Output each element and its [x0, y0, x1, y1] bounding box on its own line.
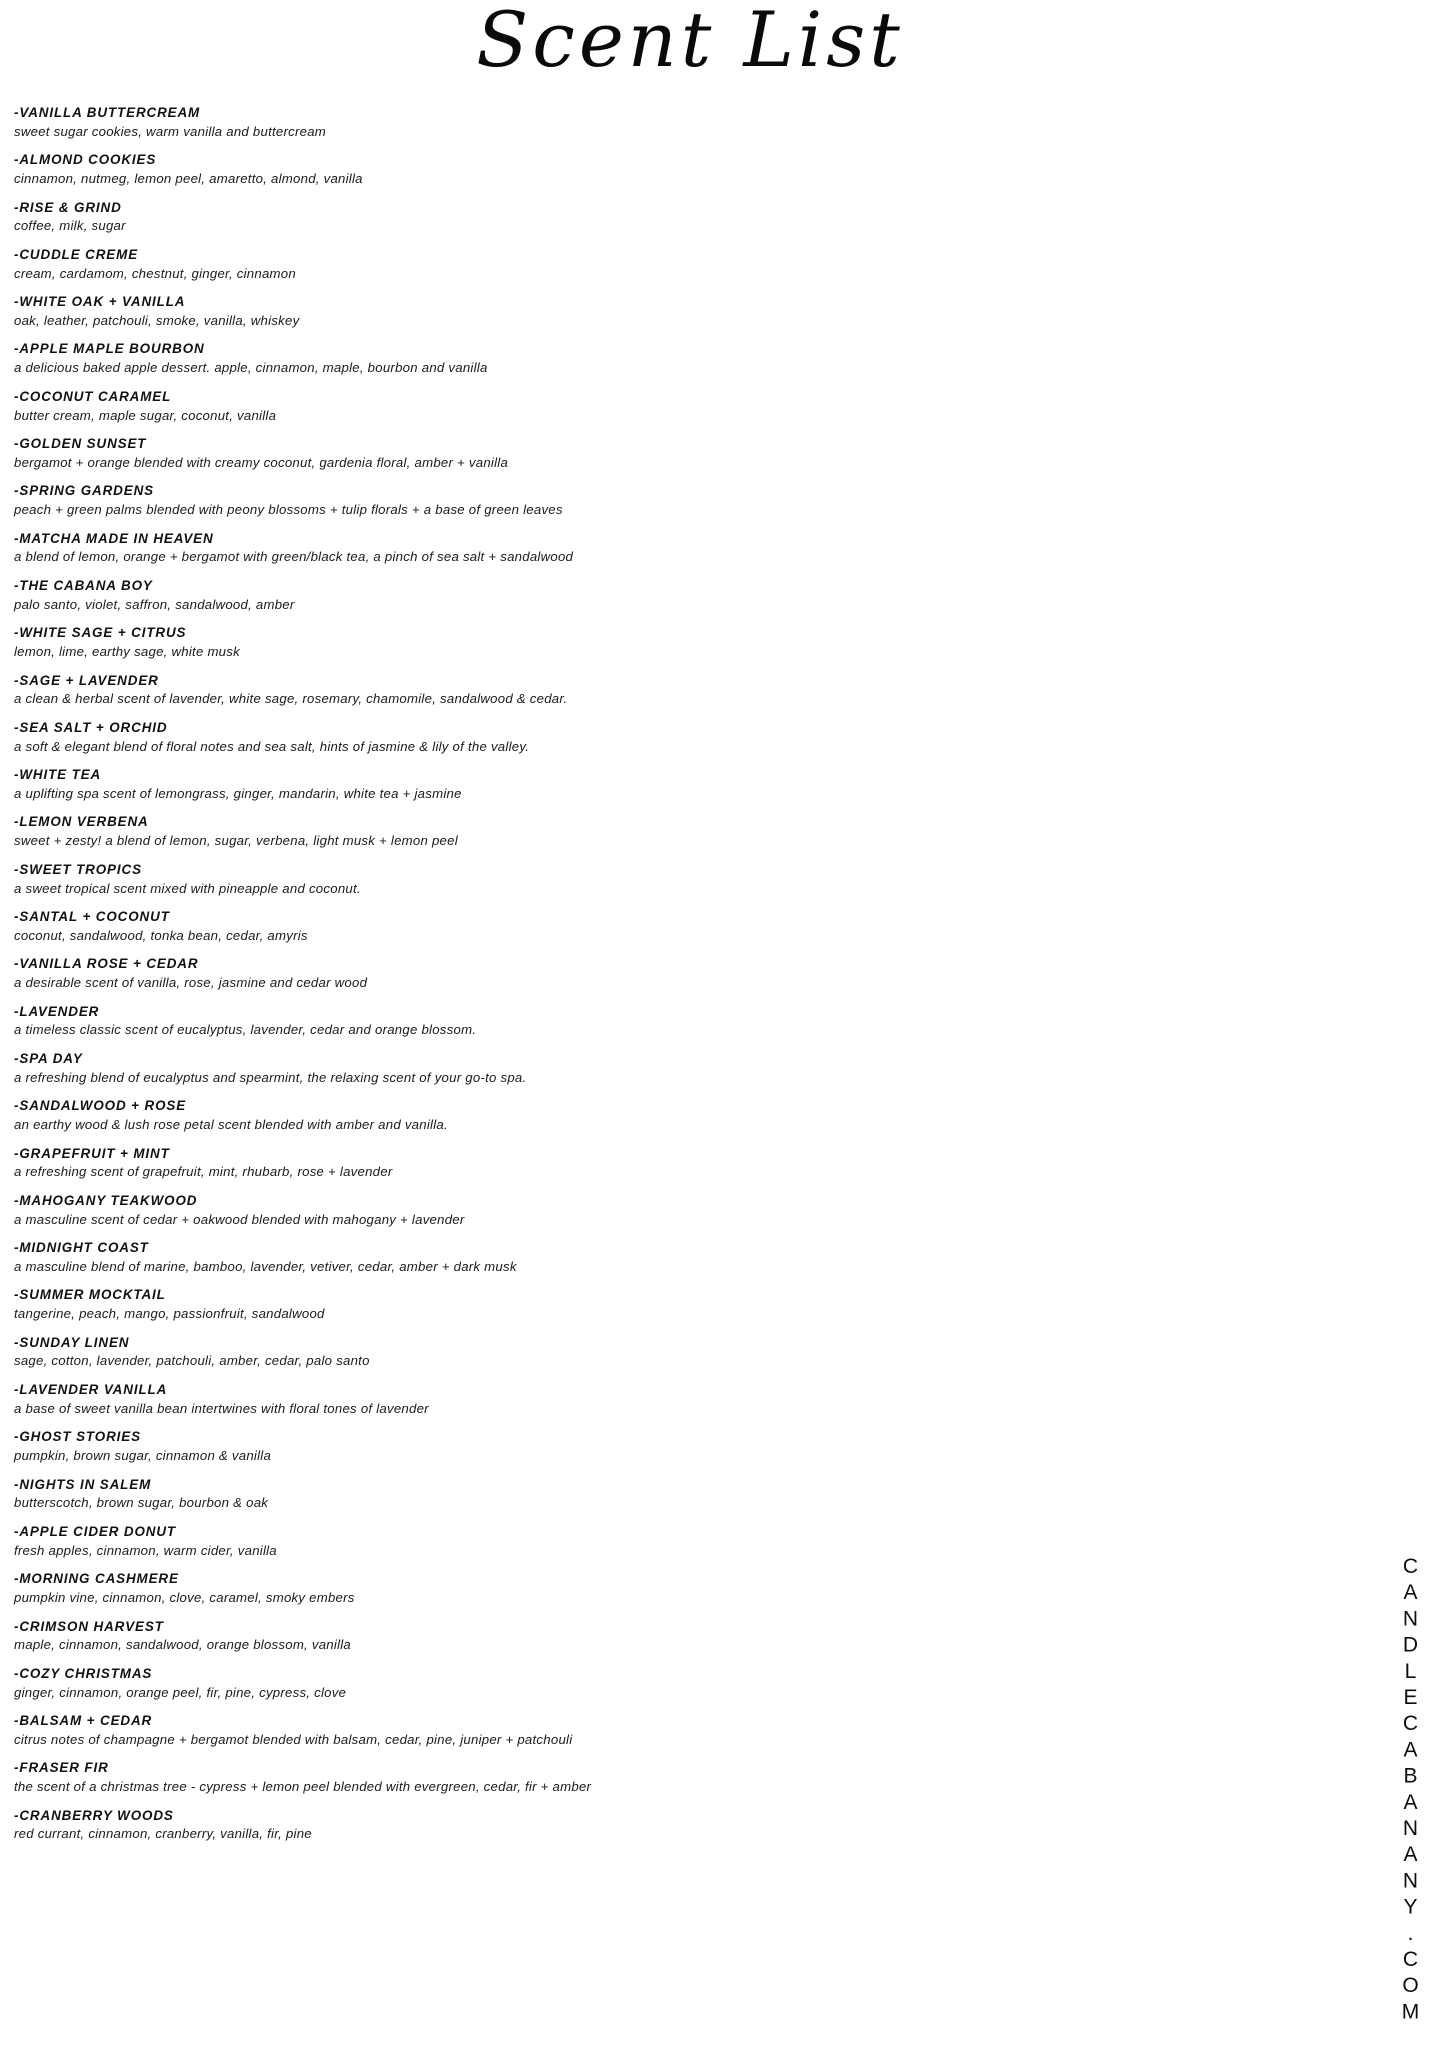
scent-description: maple, cinnamon, sandalwood, orange blossom, vanilla: [14, 1637, 352, 1653]
scent-entry: [14, 152, 1314, 187]
scent-entry: [14, 720, 1314, 755]
scent-description: a uplifting spa scent of lemongrass, ginger, mandarin, white tea + jasmine: [14, 785, 462, 801]
scent-name: -GHOST STORIES: [14, 1429, 141, 1445]
scent-entry: [14, 1193, 1314, 1228]
scent-description: coconut, sandalwood, tonka bean, cedar, amyris: [14, 927, 308, 943]
scent-entry: [14, 578, 1314, 613]
scent-description: pumpkin vine, cinnamon, clove, caramel, smoky embers: [14, 1589, 355, 1605]
scent-name: -BALSAM + CEDAR: [14, 1713, 153, 1729]
scent-entry: [14, 909, 1314, 944]
scent-entry: [14, 1619, 1314, 1654]
scent-name: -COCONUT CARAMEL: [14, 388, 172, 404]
scent-name: -VANILLA BUTTERCREAM: [14, 105, 201, 120]
scent-description: a blend of lemon, orange + bergamot with green/black tea, a pinch of sea salt + sandalwood: [14, 549, 574, 565]
scent-name: -FRASER FIR: [14, 1760, 109, 1776]
scent-name: -ALMOND COOKIES: [14, 152, 157, 168]
scent-name: -LEMON VERBENA: [14, 814, 149, 830]
scent-description: red currant, cinnamon, cranberry, vanilla, fir, pine: [14, 1826, 312, 1842]
scent-description: palo santo, violet, saffron, sandalwood, amber: [14, 596, 295, 612]
scent-name: -COZY CHRISTMAS: [14, 1665, 153, 1681]
scent-description: fresh apples, cinnamon, warm cider, vanilla: [14, 1542, 277, 1558]
website-url: CANDLECABANANY.COM: [1399, 1555, 1422, 2027]
scent-name: -LAVENDER VANILLA: [14, 1382, 168, 1398]
scent-entry: [14, 1713, 1314, 1748]
scent-description: butter cream, maple sugar, coconut, vanilla: [14, 407, 277, 423]
scent-name: -CRIMSON HARVEST: [14, 1618, 164, 1634]
scent-entry: [14, 625, 1314, 660]
scent-list: [14, 105, 1314, 1855]
scent-name: -NIGHTS IN SALEM: [14, 1476, 152, 1492]
scent-entry: [14, 1287, 1314, 1322]
scent-name: -SUNDAY LINEN: [14, 1334, 130, 1350]
scent-description: a desirable scent of vanilla, rose, jasmine and cedar wood: [14, 975, 368, 991]
scent-description: peach + green palms blended with peony blossoms + tulip florals + a base of green leaves: [14, 502, 563, 518]
scent-description: pumpkin, brown sugar, cinnamon & vanilla: [14, 1448, 272, 1464]
scent-entry: [14, 956, 1314, 991]
scent-entry: [14, 200, 1314, 235]
scent-description: sweet sugar cookies, warm vanilla and buttercream: [14, 123, 327, 139]
scent-entry: [14, 105, 1314, 140]
scent-entry: [14, 1004, 1314, 1039]
scent-name: -WHITE TEA: [14, 767, 102, 783]
scent-entry: [14, 247, 1314, 282]
scent-name: -VANILLA ROSE + CEDAR: [14, 956, 199, 972]
scent-description: sage, cotton, lavender, patchouli, amber, cedar, palo santo: [14, 1353, 370, 1369]
scent-entry: [14, 389, 1314, 424]
scent-description: a masculine scent of cedar + oakwood blended with mahogany + lavender: [14, 1211, 465, 1227]
scent-description: a timeless classic scent of eucalyptus, lavender, cedar and orange blossom.: [14, 1022, 477, 1038]
scent-description: bergamot + orange blended with creamy coconut, gardenia floral, amber + vanilla: [14, 454, 509, 470]
scent-entry: [14, 1808, 1314, 1843]
scent-name: -SPRING GARDENS: [14, 483, 154, 499]
scent-entry: [14, 1429, 1314, 1464]
scent-description: tangerine, peach, mango, passionfruit, sandalwood: [14, 1306, 325, 1322]
scent-entry: [14, 673, 1314, 708]
scent-name: -MAHOGANY TEAKWOOD: [14, 1192, 198, 1208]
scent-name: -SEA SALT + ORCHID: [14, 719, 168, 735]
scent-name: -THE CABANA BOY: [14, 577, 153, 593]
scent-name: -CRANBERRY WOODS: [14, 1807, 174, 1823]
scent-description: oak, leather, patchouli, smoke, vanilla, whiskey: [14, 312, 300, 328]
scent-name: -CUDDLE CREME: [14, 246, 139, 262]
scent-description: citrus notes of champagne + bergamot blended with balsam, cedar, pine, juniper + patchouli: [14, 1731, 573, 1747]
scent-entry: [14, 1382, 1314, 1417]
scent-name: -WHITE SAGE + CITRUS: [14, 625, 187, 641]
scent-name: -MIDNIGHT COAST: [14, 1240, 149, 1256]
scent-name: -APPLE MAPLE BOURBON: [14, 341, 205, 357]
scent-entry: [14, 531, 1314, 566]
scent-entry: [14, 1477, 1314, 1512]
scent-name: -SANTAL + COCONUT: [14, 909, 170, 925]
scent-description: an earthy wood & lush rose petal scent blended with amber and vanilla.: [14, 1116, 448, 1132]
scent-description: a soft & elegant blend of floral notes and sea salt, hints of jasmine & lily of the valley.: [14, 738, 530, 754]
scent-name: -SANDALWOOD + ROSE: [14, 1098, 187, 1114]
scent-description: coffee, milk, sugar: [14, 218, 126, 234]
page-title: Scent List: [476, 0, 904, 84]
scent-name: -RISE & GRIND: [14, 199, 122, 215]
scent-name: -SWEET TROPICS: [14, 861, 142, 877]
scent-entry: [14, 862, 1314, 897]
scent-description: a sweet tropical scent mixed with pineapple and coconut.: [14, 880, 361, 896]
scent-description: a delicious baked apple dessert. apple, cinnamon, maple, bourbon and vanilla: [14, 360, 488, 376]
scent-description: the scent of a christmas tree - cypress + lemon peel blended with evergreen, cedar, fir + amber: [14, 1779, 592, 1795]
scent-name: -SUMMER MOCKTAIL: [14, 1287, 166, 1303]
scent-description: a masculine blend of marine, bamboo, lavender, vetiver, cedar, amber + dark musk: [14, 1258, 517, 1274]
scent-name: -GRAPEFRUIT + MINT: [14, 1145, 170, 1161]
scent-entry: [14, 814, 1314, 849]
scent-entry: [14, 341, 1314, 376]
scent-entry: [14, 1760, 1314, 1795]
scent-name: -APPLE CIDER DONUT: [14, 1523, 177, 1539]
scent-description: lemon, lime, earthy sage, white musk: [14, 644, 240, 660]
scent-entry: [14, 294, 1314, 329]
scent-entry: [14, 1146, 1314, 1181]
scent-name: -MORNING CASHMERE: [14, 1571, 179, 1587]
scent-name: -SAGE + LAVENDER: [14, 672, 159, 688]
scent-entry: [14, 436, 1314, 471]
scent-description: a refreshing scent of grapefruit, mint, rhubarb, rose + lavender: [14, 1164, 393, 1180]
scent-description: a clean & herbal scent of lavender, white sage, rosemary, chamomile, sandalwood & cedar.: [14, 691, 568, 707]
scent-entry: [14, 1666, 1314, 1701]
scent-name: -MATCHA MADE IN HEAVEN: [14, 530, 214, 546]
scent-description: sweet + zesty! a blend of lemon, sugar, verbena, light musk + lemon peel: [14, 833, 458, 849]
scent-entry: [14, 1240, 1314, 1275]
scent-entry: [14, 483, 1314, 518]
scent-entry: [14, 1335, 1314, 1370]
scent-entry: [14, 1098, 1314, 1133]
scent-description: cream, cardamom, chestnut, ginger, cinnamon: [14, 265, 296, 281]
scent-entry: [14, 1571, 1314, 1606]
scent-description: a base of sweet vanilla bean intertwines with floral tones of lavender: [14, 1400, 429, 1416]
scent-description: cinnamon, nutmeg, lemon peel, amaretto, almond, vanilla: [14, 171, 363, 187]
scent-name: -GOLDEN SUNSET: [14, 436, 147, 452]
scent-description: butterscotch, brown sugar, bourbon & oak: [14, 1495, 269, 1511]
scent-description: ginger, cinnamon, orange peel, fir, pine, cypress, clove: [14, 1684, 347, 1700]
scent-name: -WHITE OAK + VANILLA: [14, 294, 186, 310]
scent-entry: [14, 1051, 1314, 1086]
scent-name: -LAVENDER: [14, 1003, 100, 1019]
scent-description: a refreshing blend of eucalyptus and spearmint, the relaxing scent of your go-to spa.: [14, 1069, 527, 1085]
scent-entry: [14, 1524, 1314, 1559]
scent-entry: [14, 767, 1314, 802]
scent-name: -SPA DAY: [14, 1050, 83, 1066]
